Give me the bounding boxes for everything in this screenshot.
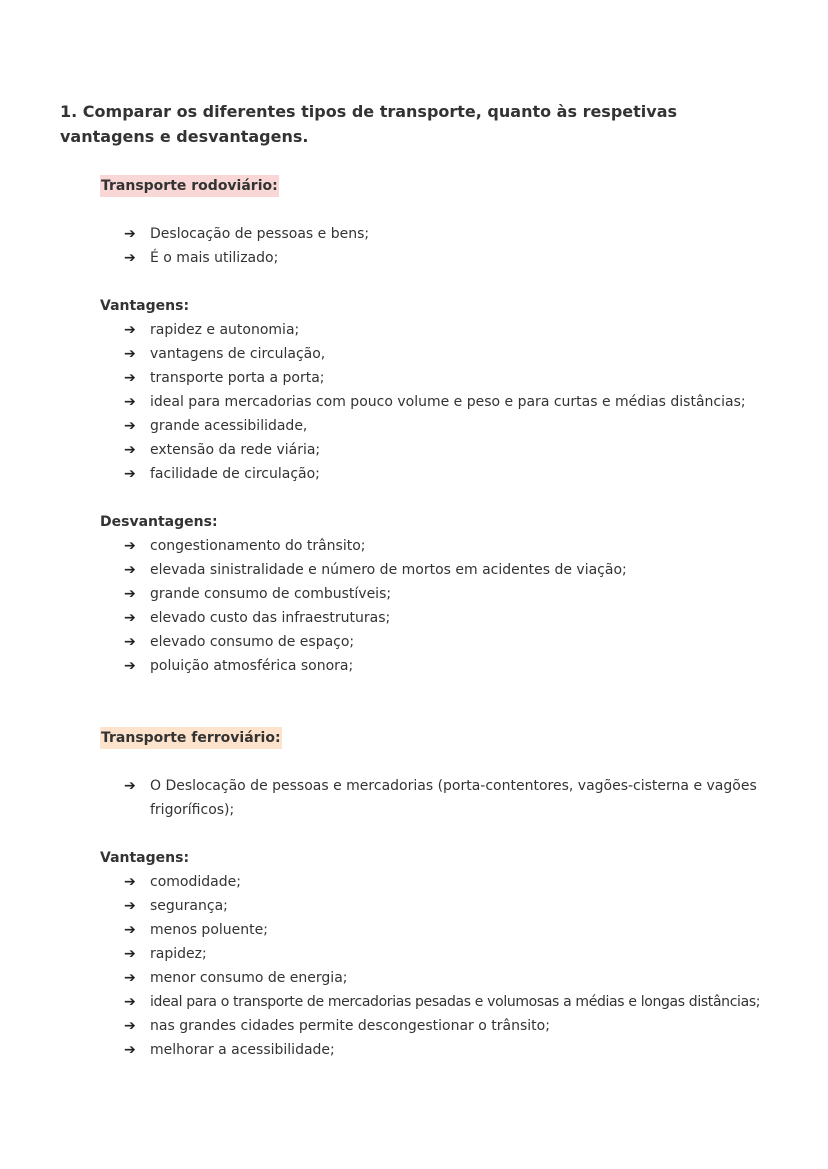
arrow-icon: ➔ xyxy=(124,322,136,338)
list-item: ➔ extensão da rede viária; xyxy=(124,438,746,462)
list-item: ➔ elevado consumo de espaço; xyxy=(124,630,627,654)
arrow-icon: ➔ xyxy=(124,946,136,962)
list-item: ➔ Deslocação de pessoas e bens; xyxy=(124,222,369,246)
arrow-icon: ➔ xyxy=(124,922,136,938)
arrow-icon: ➔ xyxy=(124,778,136,794)
ferroviario-intro-list xyxy=(124,774,780,822)
arrow-icon: ➔ xyxy=(124,370,136,386)
arrow-icon: ➔ xyxy=(124,442,136,458)
list-item: ➔ menor consumo de energia; xyxy=(124,966,760,990)
list-item: ➔ ideal para mercadorias com pouco volume e peso e para curtas e médias distâncias; xyxy=(124,390,746,414)
arrow-icon: ➔ xyxy=(124,634,136,650)
list-item: ➔ elevada sinistralidade e número de mortos em acidentes de viação; xyxy=(124,558,627,582)
arrow-icon: ➔ xyxy=(124,394,136,410)
rodoviario-desvantagens-list xyxy=(124,534,627,678)
list-item: ➔ menos poluente; xyxy=(124,918,760,942)
arrow-icon: ➔ xyxy=(124,418,136,434)
list-item: ➔ poluição atmosférica sonora; xyxy=(124,654,627,678)
rodoviario-vantagens-list xyxy=(124,318,746,486)
list-item: ➔ comodidade; xyxy=(124,870,760,894)
arrow-icon: ➔ xyxy=(124,970,136,986)
list-item: ➔ melhorar a acessibilidade; xyxy=(124,1038,760,1062)
arrow-icon: ➔ xyxy=(124,658,136,674)
list-item: ➔ elevado custo das infraestruturas; xyxy=(124,606,627,630)
arrow-icon: ➔ xyxy=(124,226,136,242)
list-item: ➔ rapidez; xyxy=(124,942,760,966)
section-title-ferroviario: Transporte ferroviário: xyxy=(100,727,282,749)
list-item: ➔ ideal para o transporte de mercadorias pesadas e volumosas a médias e longas distâncias; xyxy=(124,990,760,1014)
list-item: ➔ É o mais utilizado; xyxy=(124,246,369,270)
arrow-icon: ➔ xyxy=(124,898,136,914)
arrow-icon: ➔ xyxy=(124,994,136,1010)
rodoviario-vantagens-label: Vantagens: xyxy=(100,298,190,314)
ferroviario-vantagens-label: Vantagens: xyxy=(100,850,190,866)
arrow-icon: ➔ xyxy=(124,538,136,554)
rodoviario-intro-list xyxy=(124,222,369,270)
list-item: ➔ rapidez e autonomia; xyxy=(124,318,746,342)
list-item: ➔ grande consumo de combustíveis; xyxy=(124,582,627,606)
list-item: ➔ segurança; xyxy=(124,894,760,918)
list-item: ➔ nas grandes cidades permite descongestionar o trânsito; xyxy=(124,1014,760,1038)
list-item: ➔ grande acessibilidade, xyxy=(124,414,746,438)
arrow-icon: ➔ xyxy=(124,466,136,482)
arrow-icon: ➔ xyxy=(124,1018,136,1034)
list-item: ➔ transporte porta a porta; xyxy=(124,366,746,390)
section-title-rodoviario: Transporte rodoviário: xyxy=(100,175,279,197)
arrow-icon: ➔ xyxy=(124,586,136,602)
arrow-icon: ➔ xyxy=(124,874,136,890)
list-item: ➔ facilidade de circulação; xyxy=(124,462,746,486)
question-heading: 1. Comparar os diferentes tipos de transporte, quanto às respetivas vantagens e desvantagens. xyxy=(60,102,678,146)
ferroviario-vantagens-list xyxy=(124,870,760,1062)
list-item: ➔ O Deslocação de pessoas e mercadorias (porta-contentores, vagões-cisterna e vagões frigoríficos); xyxy=(124,774,780,822)
list-item: ➔ congestionamento do trânsito; xyxy=(124,534,627,558)
arrow-icon: ➔ xyxy=(124,346,136,362)
arrow-icon: ➔ xyxy=(124,1042,136,1058)
list-item: ➔ vantagens de circulação, xyxy=(124,342,746,366)
rodoviario-desvantagens-label: Desvantagens: xyxy=(100,514,218,530)
arrow-icon: ➔ xyxy=(124,610,136,626)
arrow-icon: ➔ xyxy=(124,250,136,266)
arrow-icon: ➔ xyxy=(124,562,136,578)
